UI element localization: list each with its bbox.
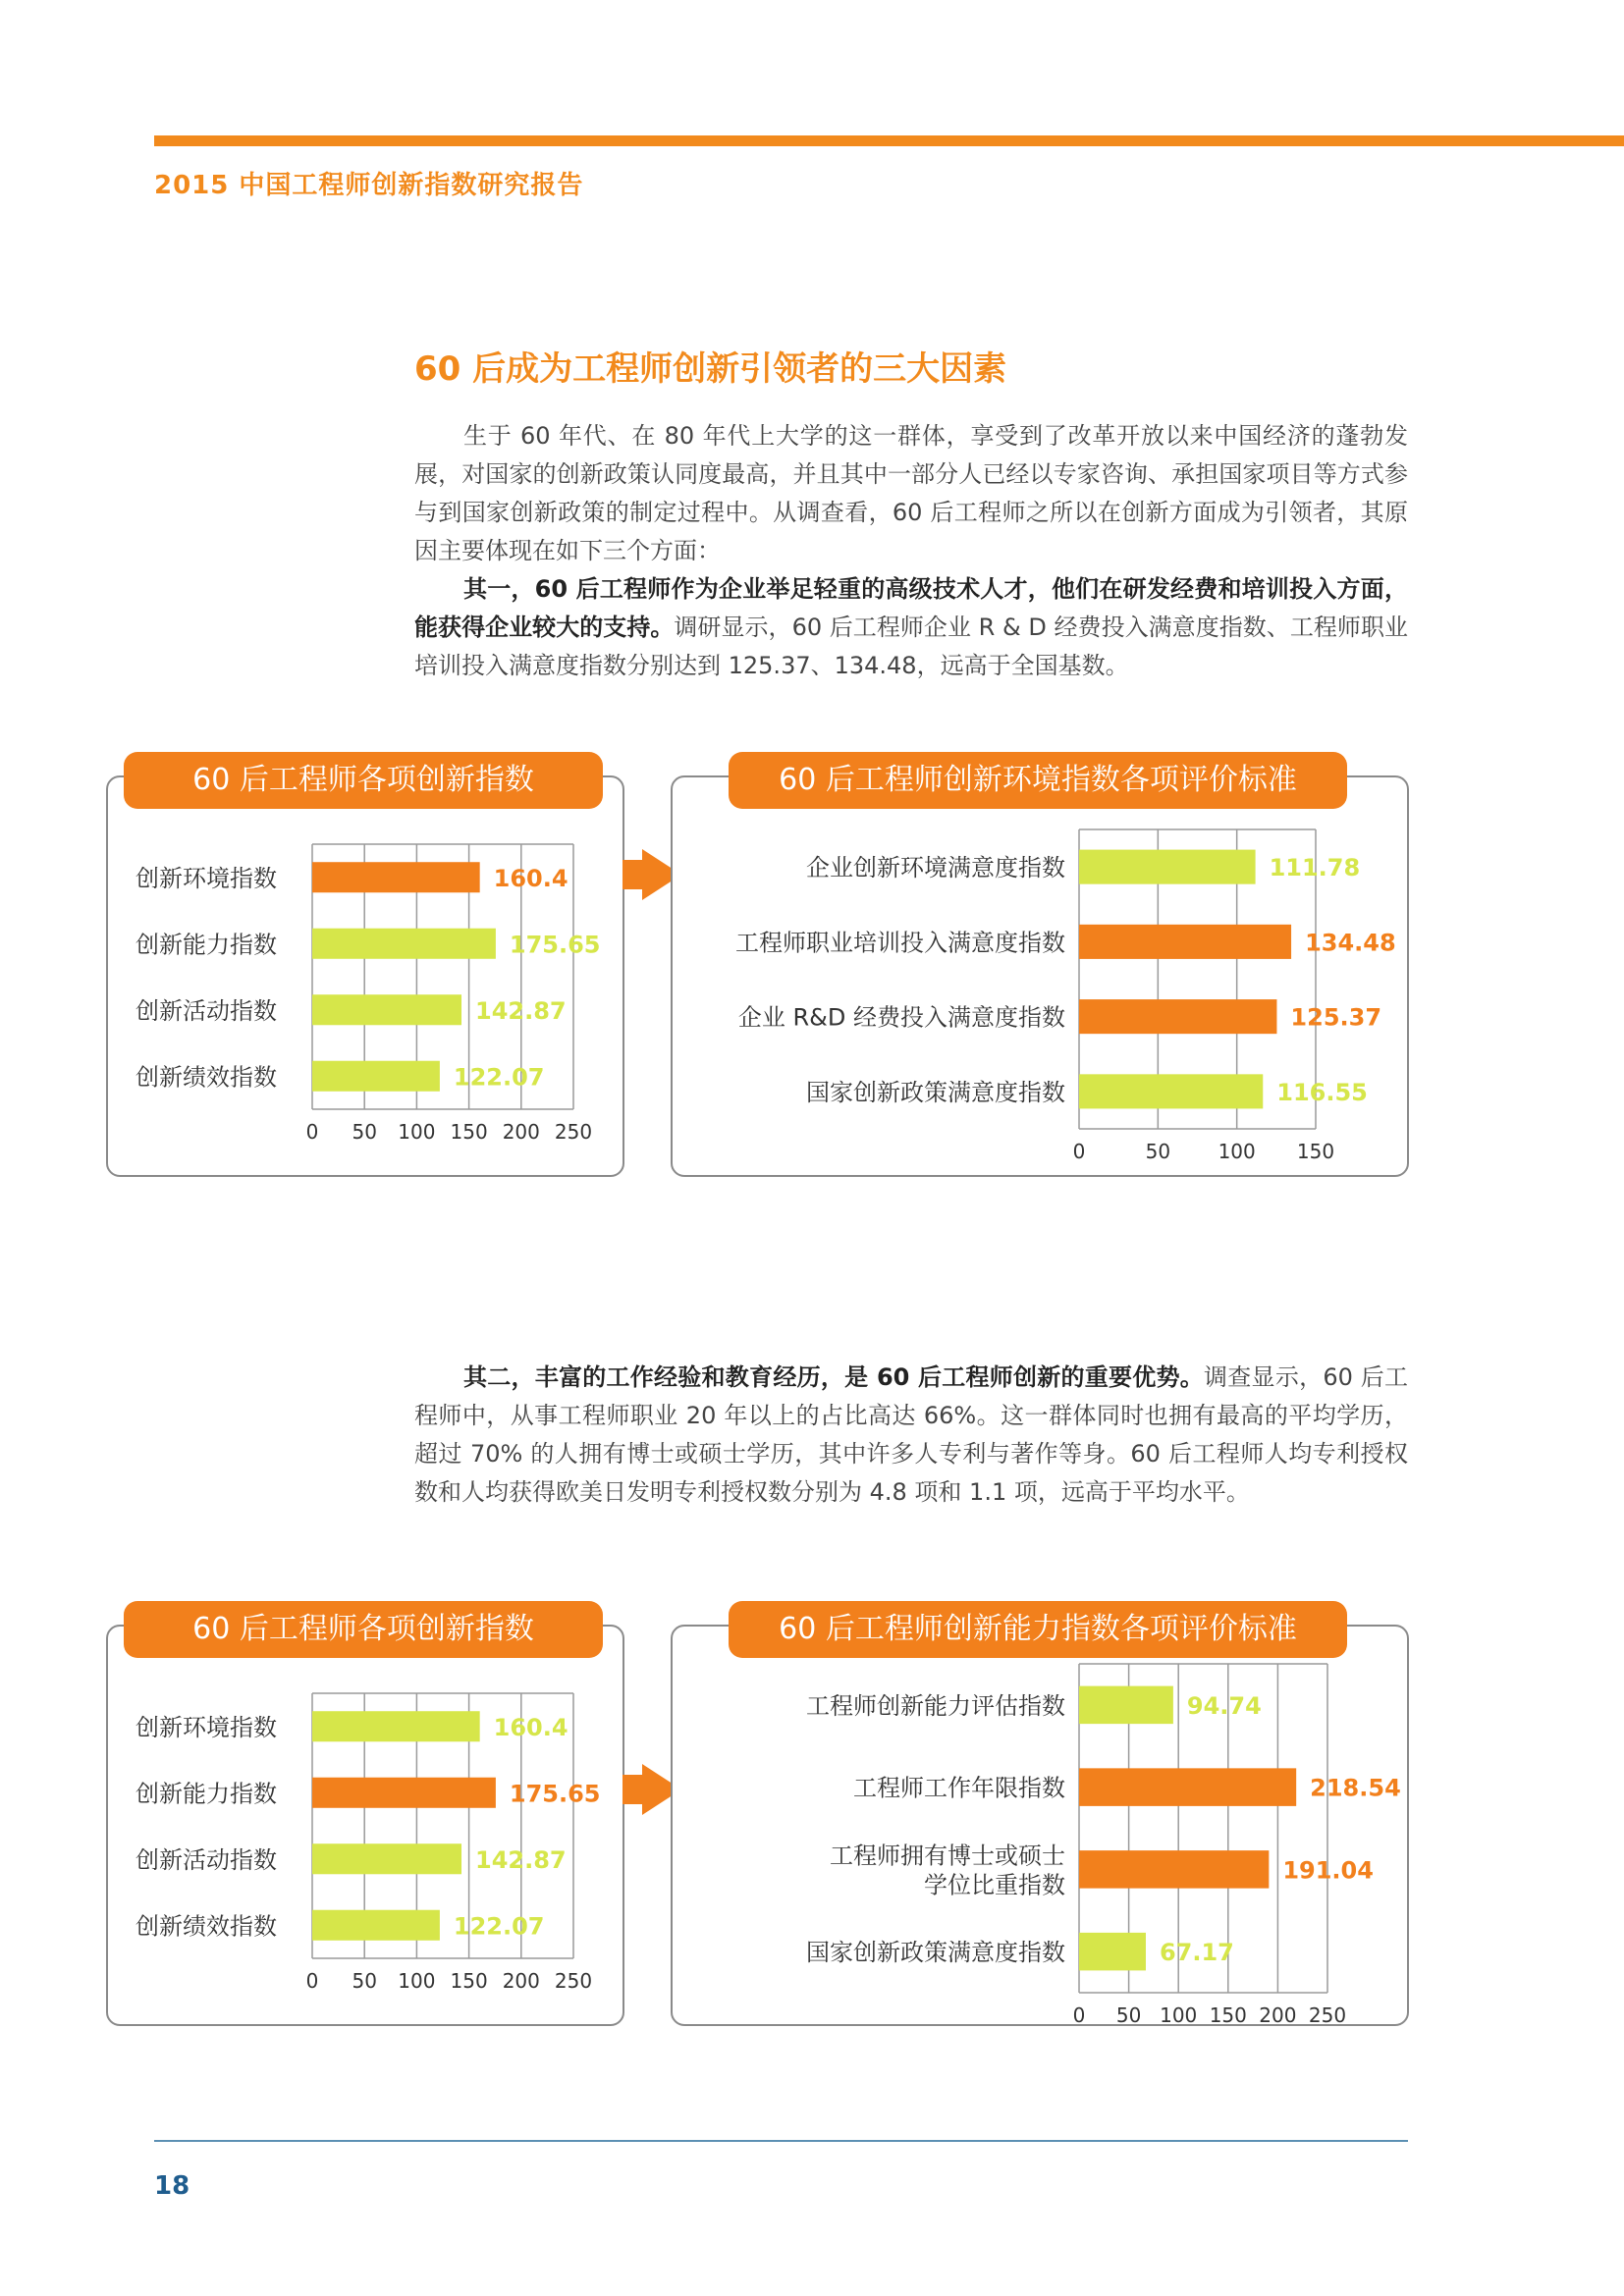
x-tick-label: 0 <box>1072 2003 1086 2027</box>
category-label: 国家创新政策满意度指数 <box>806 1078 1065 1106</box>
x-tick-label: 50 <box>352 1120 377 1144</box>
data-label: 191.04 <box>1282 1856 1374 1885</box>
x-tick-label: 50 <box>1115 2003 1142 2027</box>
data-label: 175.65 <box>509 931 601 959</box>
bar <box>1079 1768 1296 1806</box>
chart-1-title: 60 后工程师各项创新指数 <box>124 752 603 809</box>
paragraph-2-text: 调研显示，60 后工程师企业 R & D 经费投入满意度指数、工程师职业培训投入满意度指数分别达到 125.37、134.48，远高于全国基数。 <box>414 614 1408 679</box>
data-label: 142.87 <box>475 1845 567 1874</box>
chart-4-title: 60 后工程师创新能力指数各项评价标准 <box>729 1601 1347 1658</box>
category-label: 工程师创新能力评估指数 <box>806 1691 1065 1720</box>
data-label: 94.74 <box>1186 1691 1262 1720</box>
x-tick-label: 250 <box>554 1120 593 1144</box>
x-tick-label: 150 <box>450 1969 488 1993</box>
x-tick-label: 150 <box>450 1120 488 1144</box>
category-label: 工程师工作年限指数 <box>853 1774 1065 1802</box>
category-label: 工程师职业培训投入满意度指数 <box>735 929 1065 957</box>
category-label: 创新环境指数 <box>135 864 277 892</box>
category-label: 创新绩效指数 <box>135 1912 277 1941</box>
category-label: 创新活动指数 <box>135 1845 277 1874</box>
x-tick-label: 50 <box>352 1969 377 1993</box>
x-tick-label: 250 <box>1308 2003 1347 2027</box>
category-label: 学位比重指数 <box>924 1871 1065 1899</box>
x-tick-label: 50 <box>1145 1140 1171 1163</box>
paragraph-3-text: 调查显示，60 后工程师中，从事工程师职业 20 年以上的占比高达 66%。这一群体同时也拥有最高的平均学历，超过 70% 的人拥有博士或硕士学历，其中许多人专利与著作等身。60 后工程师人均专利授权数和人均获得欧美日发明专利授权数分别为 4.8 项和 1.1 项，远高于平均水平。 <box>414 1363 1409 1506</box>
data-label: 142.87 <box>475 996 567 1025</box>
paragraph-2-lead: 其一，60 后工程师作为企业举足轻重的高级技术人才，他们在研发经费和培训投入方面，能获得企业较大的支持。 <box>414 575 1408 641</box>
category-label: 创新能力指数 <box>135 931 277 959</box>
data-label: 175.65 <box>509 1780 601 1808</box>
bar <box>1079 1933 1146 1971</box>
category-label: 企业创新环境满意度指数 <box>806 854 1065 882</box>
chart-2-title: 60 后工程师创新环境指数各项评价标准 <box>729 752 1347 809</box>
footer-divider <box>154 2140 1408 2142</box>
data-label: 125.37 <box>1290 1003 1382 1032</box>
x-tick-label: 0 <box>305 1120 319 1144</box>
x-tick-label: 100 <box>1160 2003 1198 2027</box>
chart-3-title: 60 后工程师各项创新指数 <box>124 1601 603 1658</box>
x-tick-label: 200 <box>502 1969 540 1993</box>
x-tick-label: 100 <box>398 1969 436 1993</box>
bar <box>1079 1850 1269 1889</box>
data-label: 111.78 <box>1269 854 1361 882</box>
page-number: 18 <box>154 2171 190 2201</box>
category-label: 创新活动指数 <box>135 996 277 1025</box>
x-tick-label: 200 <box>1259 2003 1297 2027</box>
report-title: 2015 中国工程师创新指数研究报告 <box>154 171 584 200</box>
x-tick-label: 150 <box>1209 2003 1247 2027</box>
category-label: 创新绩效指数 <box>135 1063 277 1092</box>
x-tick-label: 250 <box>554 1969 593 1993</box>
data-label: 160.4 <box>493 1713 568 1741</box>
category-label: 创新环境指数 <box>135 1713 277 1741</box>
x-tick-label: 100 <box>398 1120 436 1144</box>
x-tick-label: 150 <box>1296 1140 1335 1163</box>
data-label: 218.54 <box>1310 1774 1401 1802</box>
section-title: 60 后成为工程师创新引领者的三大因素 <box>414 349 1007 389</box>
x-tick-label: 100 <box>1218 1140 1256 1163</box>
x-tick-label: 0 <box>305 1969 319 1993</box>
data-label: 122.07 <box>453 1063 545 1092</box>
x-tick-label: 0 <box>1072 1140 1086 1163</box>
data-label: 160.4 <box>493 864 568 892</box>
category-label: 国家创新政策满意度指数 <box>806 1939 1065 1967</box>
category-label: 创新能力指数 <box>135 1780 277 1808</box>
paragraph-1-text: 生于 60 年代、在 80 年代上大学的这一群体，享受到了改革开放以来中国经济的蓬勃发展，对国家的创新政策认同度最高，并且其中一部分人已经以专家咨询、承担国家项目等方式参与到国家创新政策的制定过程中。从调查看，60 后工程师之所以在创新方面成为引领者，其原因主要体现在如下三个方面： <box>414 422 1408 564</box>
data-label: 116.55 <box>1276 1078 1368 1106</box>
category-label: 工程师拥有博士或硕士 <box>830 1842 1065 1870</box>
data-label: 122.07 <box>453 1912 545 1941</box>
category-label: 企业 R&D 经费投入满意度指数 <box>737 1003 1065 1032</box>
bar <box>1079 1686 1173 1725</box>
x-tick-label: 200 <box>502 1120 540 1144</box>
paragraph-3-lead: 其二，丰富的工作经验和教育经历，是 60 后工程师创新的重要优势。 <box>463 1363 1205 1391</box>
data-label: 67.17 <box>1159 1939 1234 1967</box>
data-label: 134.48 <box>1305 929 1396 957</box>
